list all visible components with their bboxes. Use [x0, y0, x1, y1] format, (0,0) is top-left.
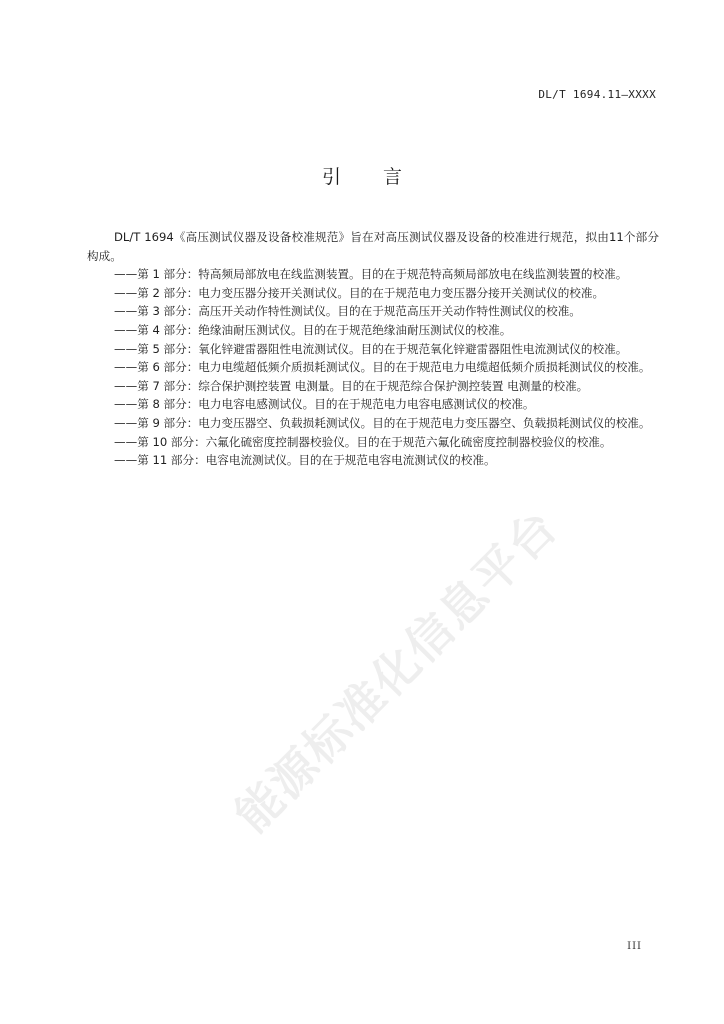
- part-10-item: ——第 10 部分：六氟化硫密度控制器校验仪。目的在于规范六氟化硫密度控制器校验仪的校准。: [114, 434, 612, 449]
- part-4-item: ——第 4 部分：绝缘油耐压测试仪。目的在于规范绝缘油耐压测试仪的校准。: [114, 322, 512, 337]
- title-char-2: 言: [383, 166, 403, 188]
- page-number: III: [627, 941, 642, 952]
- part-11-item: ——第 11 部分：电容电流测试仪。目的在于规范电容电流测试仪的校准。: [114, 453, 496, 468]
- part-6-item: ——第 6 部分：电力电缆超低频介质损耗测试仪。目的在于规范电力电缆超低频介质损耗测试仪的校准。: [114, 360, 651, 375]
- watermark: 能源标准化信息平台: [224, 499, 569, 843]
- part-2-item: ——第 2 部分：电力变压器分接开关测试仪。目的在于规范电力变压器分接开关测试仪的校准。: [114, 285, 605, 300]
- part-1-item: ——第 1 部分：特高频局部放电在线监测装置。目的在于规范特高频局部放电在线监测装置的校准。: [114, 267, 628, 282]
- intro-paragraph: DL/T 1694《高压测试仪器及设备校准规范》旨在对高压测试仪器及设备的校准进行规范，拟由11个部分构成。: [87, 230, 659, 263]
- part-7-item: ——第 7 部分：综合保护测控装置 电测量。目的在于规范综合保护测控装置 电测量的校准。: [114, 378, 589, 393]
- page-title: [0, 162, 724, 189]
- part-5-item: ——第 5 部分：氧化锌避雷器阻性电流测试仪。目的在于规范氧化锌避雷器阻性电流测试仪的校准。: [114, 341, 628, 356]
- part-9-item: ——第 9 部分：电力变压器空、负载损耗测试仪。目的在于规范电力变压器空、负载损耗测试仪的校准。: [114, 415, 651, 430]
- document-body: [87, 228, 659, 470]
- part-8-item: ——第 8 部分：电力电容电感测试仪。目的在于规范电力电容电感测试仪的校准。: [114, 397, 535, 412]
- title-char-1: 引: [321, 166, 341, 188]
- part-3-item: ——第 3 部分：高压开关动作特性测试仪。目的在于规范高压开关动作特性测试仪的校准。: [114, 304, 581, 319]
- document-code: DL/T 1694.11—XXXX: [538, 88, 656, 101]
